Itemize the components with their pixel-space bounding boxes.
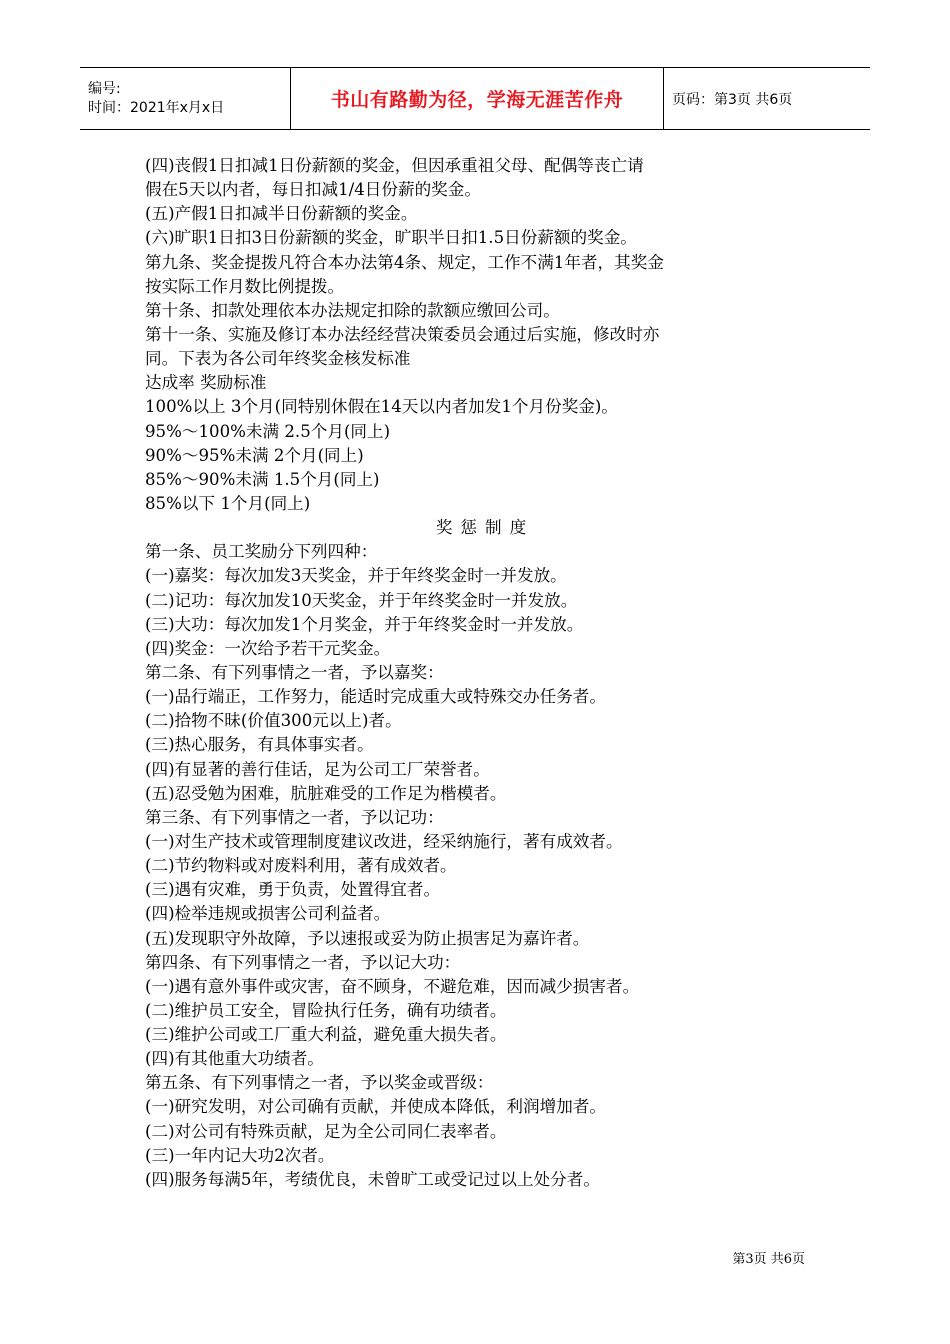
- page-header: [80, 67, 870, 130]
- text-line: 100%以上 3个月(同特别休假在14天以内者加发1个月份奖金)。: [145, 397, 618, 417]
- text-line: (五)产假1日扣减半日份薪额的奖金。: [145, 204, 418, 224]
- text-line: 90%～95%未满 2个月(同上): [145, 445, 364, 465]
- text-line: (四)检举违规或损害公司利益者。: [145, 904, 391, 924]
- text-line: 85%～90%未满 1.5个月(同上): [145, 469, 380, 489]
- text-line: 达成率 奖励标准: [145, 373, 267, 393]
- text-line: (三)热心服务，有具体事实者。: [145, 735, 374, 755]
- text-line: (一)遇有意外事件或灾害，奋不顾身，不避危难，因而减少损害者。: [145, 976, 640, 996]
- text-line: 第二条、有下列事情之一者，予以嘉奖：: [145, 662, 444, 682]
- time-label: 时间：2021年x月x日: [88, 99, 225, 116]
- text-line: (六)旷职1日扣3日份薪额的奖金，旷职半日扣1.5日份薪额的奖金。: [145, 228, 637, 248]
- text-line: (二)节约物料或对废料利用，著有成效者。: [145, 856, 457, 876]
- text-line: 假在5天以内者，每日扣减1/4日份薪的奖金。: [145, 180, 481, 200]
- header-page-cell: [664, 68, 870, 129]
- motto-text: 书山有路勤为径，学海无涯苦作舟: [330, 89, 624, 111]
- text-line: (四)有其他重大功绩者。: [145, 1049, 324, 1069]
- header-page-label: 页码：第3页 共6页: [672, 91, 793, 108]
- text-line: (三)大功：每次加发1个月奖金，并于年终奖金时一并发放。: [145, 614, 584, 634]
- text-line: (四)有显著的善行佳话，足为公司工厂荣誉者。: [145, 759, 490, 779]
- text-line: (二)对公司有特殊贡献，足为全公司同仁表率者。: [145, 1121, 507, 1141]
- text-line: (一)研究发明，对公司确有贡献，并使成本降低，利润增加者。: [145, 1097, 606, 1117]
- header-meta: [80, 68, 290, 129]
- text-line: 按实际工作月数比例提拨。: [145, 276, 345, 296]
- text-line: (三)一年内记大功2次者。: [145, 1145, 335, 1165]
- code-label: 编号:: [88, 80, 121, 97]
- text-line: 第五条、有下列事情之一者，予以奖金或晋级：: [145, 1073, 494, 1093]
- text-line: (一)对生产技术或管理制度建议改进，经采纳施行，著有成效者。: [145, 831, 623, 851]
- document-body: [145, 154, 825, 1192]
- text-line: (三)遇有灾难，勇于负责，处置得宜者。: [145, 880, 441, 900]
- text-line: (二)维护员工安全，冒险执行任务，确有功绩者。: [145, 1000, 507, 1020]
- text-line: (四)奖金：一次给予若干元奖金。: [145, 638, 391, 658]
- text-line: 第三条、有下列事情之一者，予以记功：: [145, 807, 444, 827]
- text-line: 第四条、有下列事情之一者，予以记大功：: [145, 952, 461, 972]
- text-line: (三)维护公司或工厂重大利益，避免重大损失者。: [145, 1025, 507, 1045]
- text-line: (一)品行端正，工作努力，能适时完成重大或特殊交办任务者。: [145, 687, 606, 707]
- text-line: 95%～100%未满 2.5个月(同上): [145, 421, 391, 441]
- text-line: (五)忍受勉为困难，肮脏难受的工作足为楷模者。: [145, 783, 507, 803]
- text-line: 第十条、扣款处理依本办法规定扣除的款额应缴回公司。: [145, 300, 560, 320]
- text-line: 第十一条、实施及修订本办法经经营决策委员会通过后实施，修改时亦: [145, 324, 660, 344]
- text-line: (二)拾物不昧(价值300元以上)者。: [145, 711, 402, 731]
- page-footer: 第3页 共6页: [732, 1252, 805, 1267]
- text-line: 同。下表为各公司年终奖金核发标准: [145, 349, 411, 369]
- text-line: 85%以下 1个月(同上): [145, 493, 311, 513]
- section-title: 奖惩制度: [435, 518, 535, 538]
- text-line: 第一条、员工奖励分下列四种：: [145, 542, 378, 562]
- header-motto-cell: [290, 68, 664, 129]
- text-line: (四)丧假1日扣减1日份薪额的奖金，但因承重祖父母、配偶等丧亡请: [145, 156, 644, 175]
- text-line: 第九条、奖金提拨凡符合本办法第4条、规定，工作不满1年者，其奖金: [145, 252, 664, 272]
- text-line: (五)发现职守外故障，予以速报或妥为防止损害足为嘉许者。: [145, 928, 590, 948]
- text-line: (二)记功：每次加发10天奖金，并于年终奖金时一并发放。: [145, 590, 578, 610]
- text-line: (四)服务每满5年，考绩优良，未曾旷工或受记过以上处分者。: [145, 1169, 600, 1189]
- text-line: (一)嘉奖：每次加发3天奖金，并于年终奖金时一并发放。: [145, 566, 567, 586]
